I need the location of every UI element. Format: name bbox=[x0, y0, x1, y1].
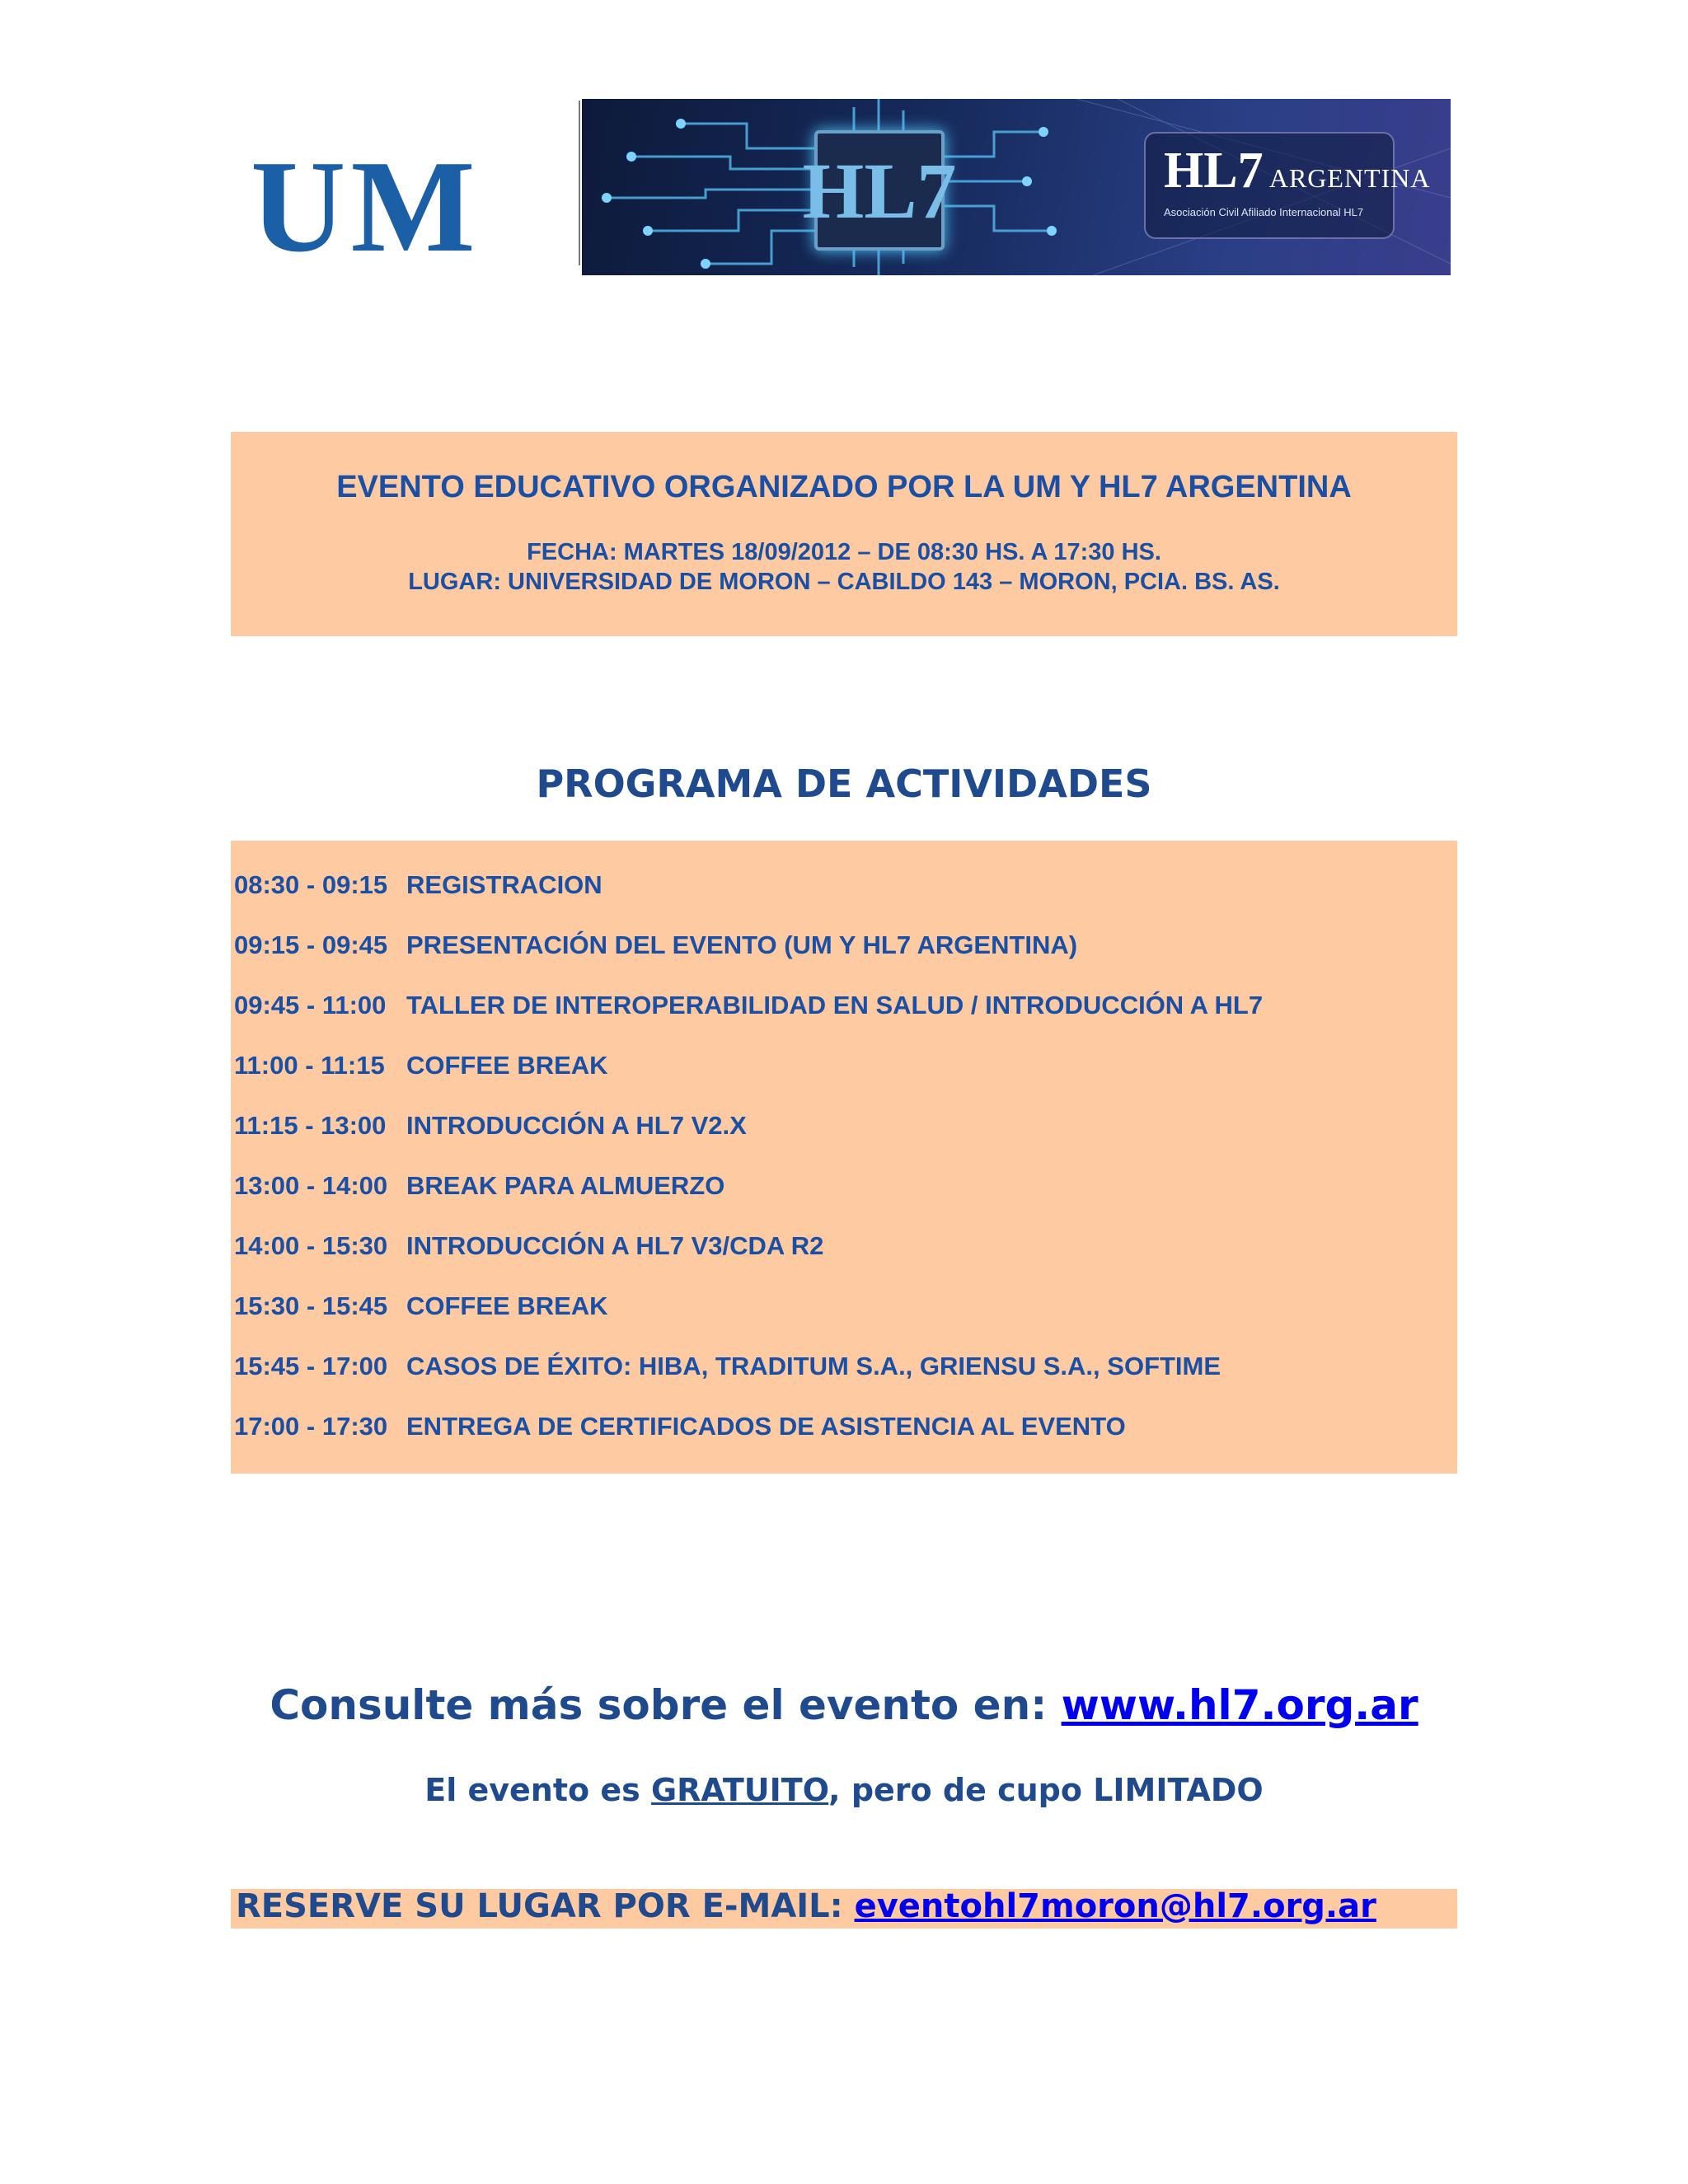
schedule-activity: INTRODUCCIÓN A HL7 V2.X bbox=[406, 1111, 747, 1140]
schedule-row bbox=[234, 1231, 823, 1261]
hl7-chip-label: HL7 bbox=[802, 146, 957, 235]
reserve-prefix-text: RESERVE SU LUGAR POR E-MAIL: bbox=[236, 1887, 855, 1925]
banner-divider bbox=[579, 101, 580, 265]
schedule-activity: CASOS DE ÉXITO: HIBA, TRADITUM S.A., GRIENSU S.A., SOFTIME bbox=[406, 1352, 1221, 1380]
schedule-time: 11:15 - 13:00 bbox=[234, 1111, 387, 1140]
consult-line bbox=[0, 1681, 1688, 1729]
website-link[interactable]: www.hl7.org.ar bbox=[1061, 1681, 1418, 1729]
schedule-row bbox=[234, 1352, 1221, 1381]
hl7-banner bbox=[582, 99, 1451, 275]
schedule-row bbox=[234, 930, 1077, 960]
hl7-argentina-title bbox=[1164, 142, 1430, 200]
free-suffix-text: , pero de cupo LIMITADO bbox=[828, 1772, 1264, 1808]
schedule-time: 15:45 - 17:00 bbox=[234, 1352, 388, 1380]
schedule-activity: COFFEE BREAK bbox=[406, 1291, 608, 1320]
hl7-argentina-tagline: Asociación Civil Afiliado Internacional HL7 bbox=[1164, 206, 1364, 218]
schedule-row bbox=[234, 1171, 724, 1201]
program-title: PROGRAMA DE ACTIVIDADES bbox=[536, 762, 1152, 806]
schedule-activity: COFFEE BREAK bbox=[406, 1051, 608, 1080]
hl7-argentina-word: ARGENTINA bbox=[1263, 163, 1431, 193]
schedule-box bbox=[231, 841, 1457, 1474]
event-title: EVENTO EDUCATIVO ORGANIZADO POR LA UM Y HL7 ARGENTINA bbox=[336, 470, 1352, 504]
hl7-argentina-logo bbox=[1144, 132, 1431, 239]
event-header-box bbox=[231, 432, 1457, 636]
schedule-row bbox=[234, 1051, 608, 1080]
um-logo: UM bbox=[251, 133, 481, 279]
event-date: FECHA: MARTES 18/09/2012 – DE 08:30 HS. A 17:30 HS. bbox=[527, 539, 1161, 565]
schedule-activity: TALLER DE INTEROPERABILIDAD EN SALUD / INTRODUCCIÓN A HL7 bbox=[406, 991, 1264, 1019]
event-place: LUGAR: UNIVERSIDAD DE MORON – CABILDO 143 – MORON, PCIA. BS. AS. bbox=[408, 569, 1280, 595]
free-word: GRATUITO bbox=[650, 1772, 829, 1808]
hl7-argentina-mark: HL7 bbox=[1164, 143, 1264, 199]
free-prefix-text: El evento es bbox=[424, 1772, 651, 1808]
schedule-time: 11:00 - 11:15 bbox=[234, 1051, 385, 1080]
reserve-box bbox=[231, 1889, 1457, 1929]
schedule-activity: PRESENTACIÓN DEL EVENTO (UM Y HL7 ARGENTINA) bbox=[406, 930, 1078, 959]
schedule-time: 13:00 - 14:00 bbox=[234, 1171, 388, 1200]
hl7-chip-logo bbox=[802, 130, 957, 251]
schedule-row bbox=[234, 1412, 1126, 1441]
free-event-line bbox=[0, 1772, 1688, 1808]
reserve-line bbox=[236, 1887, 1376, 1925]
schedule-time: 09:45 - 11:00 bbox=[234, 991, 387, 1019]
schedule-activity: BREAK PARA ALMUERZO bbox=[406, 1171, 725, 1200]
schedule-time: 09:15 - 09:45 bbox=[234, 930, 388, 959]
reserve-email-link[interactable]: eventohl7moron@hl7.org.ar bbox=[854, 1887, 1376, 1925]
schedule-row bbox=[234, 1291, 608, 1321]
schedule-activity: REGISTRACION bbox=[406, 870, 603, 899]
schedule-row bbox=[234, 870, 603, 900]
schedule-time: 08:30 - 09:15 bbox=[234, 870, 388, 899]
schedule-activity: INTRODUCCIÓN A HL7 V3/CDA R2 bbox=[406, 1231, 824, 1260]
schedule-row bbox=[234, 1111, 747, 1141]
schedule-activity: ENTREGA DE CERTIFICADOS DE ASISTENCIA AL EVENTO bbox=[406, 1412, 1126, 1441]
schedule-time: 17:00 - 17:30 bbox=[234, 1412, 388, 1441]
consult-text: Consulte más sobre el evento en: bbox=[270, 1681, 1062, 1729]
schedule-time: 14:00 - 15:30 bbox=[234, 1231, 388, 1260]
schedule-time: 15:30 - 15:45 bbox=[234, 1291, 388, 1320]
schedule-row bbox=[234, 991, 1263, 1020]
